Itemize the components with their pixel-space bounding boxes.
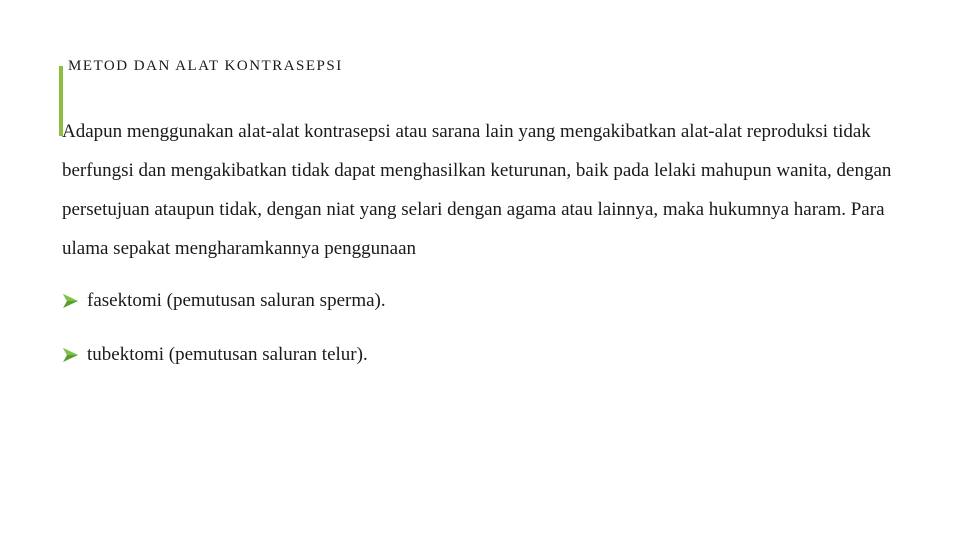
bullet-text: tubektomi (pemutusan saluran telur). xyxy=(87,344,368,365)
body-paragraph: Adapun menggunakan alat-alat kontrasepsi atau sarana lain yang mengakibatkan alat-alat reproduksi tidak berfungsi dan mengakibatkan tidak dapat menghasilkan keturunan, baik pada lelaki mahupun wanita, dengan persetujuan ataupun tidak, dengan niat yang selari dengan agama atau lainnya, maka hukumnya haram. Para ulama sepakat mengharamkannya penggunaan xyxy=(62,121,892,259)
bullet-item-fasektomi xyxy=(62,282,386,320)
bullet-list xyxy=(62,282,386,390)
bullet-item-tubektomi xyxy=(62,336,386,374)
slide-title: METOD DAN ALAT KONTRASEPSI xyxy=(68,58,343,74)
arrow-bullet-icon xyxy=(62,293,79,309)
arrow-bullet-icon xyxy=(62,347,79,363)
bullet-text: fasektomi (pemutusan saluran sperma). xyxy=(87,290,386,311)
